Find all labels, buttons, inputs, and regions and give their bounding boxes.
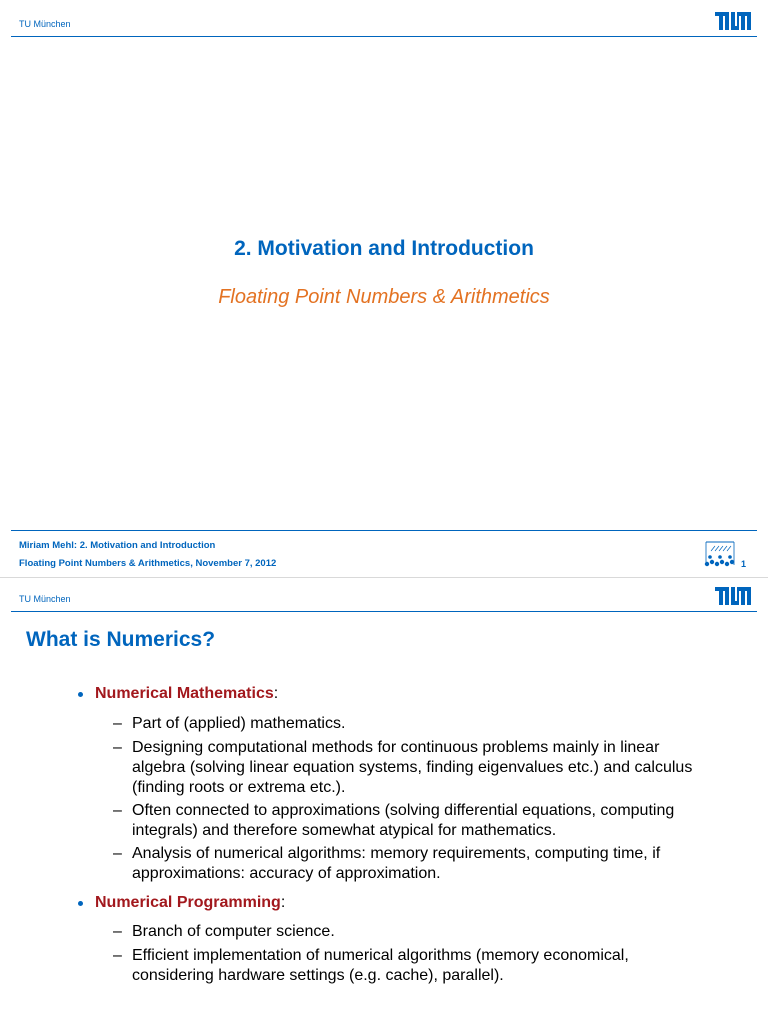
slide-title: 2. Motivation and Introduction: [234, 237, 534, 260]
bullet-text: [95, 685, 278, 703]
footer-rule: [11, 530, 757, 531]
bullet-dot-icon: [78, 692, 83, 697]
page-number: 1: [741, 559, 747, 569]
institution-label: TU München: [19, 19, 71, 29]
footer-author-line: Miriam Mehl: 2. Motivation and Introduction: [19, 540, 216, 551]
term-suffix: :: [280, 894, 286, 911]
tum-logo-icon: [714, 11, 752, 31]
term: Numerical Programming: [95, 894, 281, 911]
tum-logo-icon: [714, 586, 752, 606]
header-rule: [11, 36, 757, 37]
institution-label: TU München: [19, 594, 71, 604]
sub-item-text: Part of (applied) mathematics.: [132, 715, 346, 732]
tum-building-emblem-icon: [703, 539, 737, 569]
slide-subtitle: Floating Point Numbers & Arithmetics: [218, 286, 550, 308]
content-slide: TU München What is Numerics? Numerical Mathematics: – Part of (applied) mathematics. – Designing computational methods for continuous problems mainly in linear algebra (solving linear equation systems, finding eigenvalues etc.) and calculus (finding roots or extrema etc.). – Often connected to approximations (solving differential equations, computing integrals) and therefore somewhat atypical for mathematics. – Analysis of numerical algorithms: memory requirements, computing time, if approximations: accuracy of approximation. Numerical Programming: – Branch of computer science. – Efficient implementation of numerical algorithms (memory economical, considering hardware settings (e.g. cache), parallel).: [0, 578, 768, 1024]
header-rule: [11, 611, 757, 612]
footer-date-line: Floating Point Numbers & Arithmetics, November 7, 2012: [19, 558, 277, 569]
sub-item-text: Branch of computer science.: [132, 923, 335, 940]
sub-item-text: Designing computational methods for continuous problems mainly in linear algebra (solving linear equation systems, finding eigenvalues etc.) and calculus (finding roots or extrema etc.).: [132, 739, 693, 796]
sub-item-text: Analysis of numerical algorithms: memory requirements, computing time, if approximations: accuracy of approximation.: [132, 845, 661, 882]
bullet-text: [95, 894, 285, 912]
bullet-dot-icon: [78, 901, 83, 906]
sub-item-text: Often connected to approximations (solving differential equations, computing integrals) and therefore somewhat atypical for mathematics.: [132, 802, 675, 839]
term: Numerical Mathematics: [95, 685, 274, 702]
sub-item-text: Efficient implementation of numerical algorithms (memory economical, considering hardware settings (e.g. cache), parallel).: [132, 947, 629, 984]
slide-title: What is Numerics?: [26, 628, 216, 651]
term-suffix: :: [273, 685, 279, 702]
